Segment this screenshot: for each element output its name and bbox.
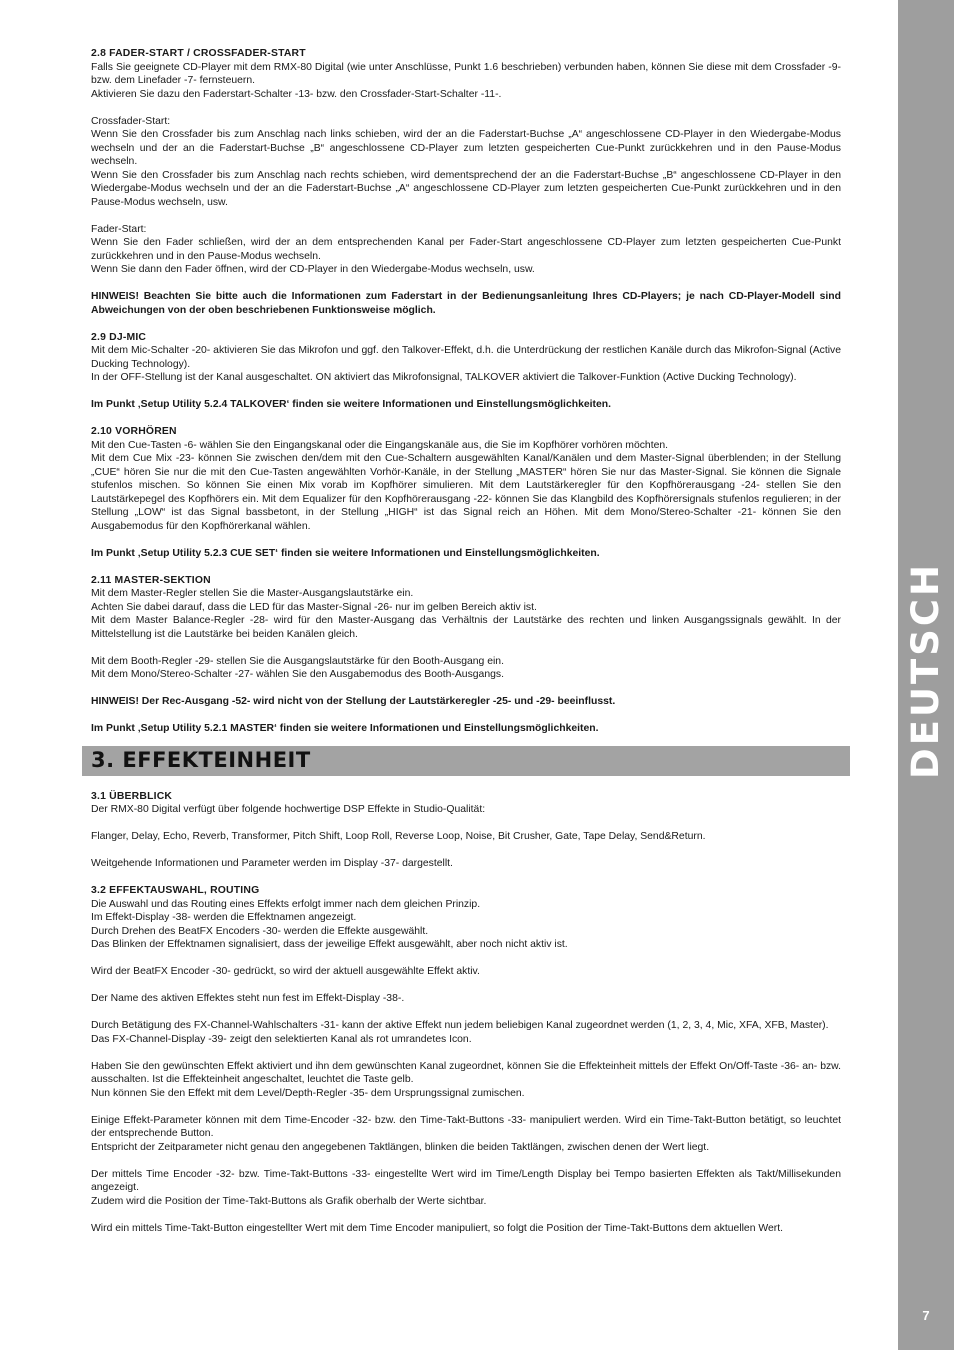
paragraph: Wenn Sie den Fader schließen, wird der an dem entsprechenden Kanal per Fader-Start angeschlossene CD-Player zum letzten gespeicherten Cue-Punkt zurückkehren und in den Pause-Modus wechseln. [91, 237, 841, 262]
paragraph: Das Blinken der Effektnamen signalisiert, dass der jeweilige Effekt ausgewählt, aber noch nicht aktiv ist. [91, 939, 568, 950]
paragraph: Flanger, Delay, Echo, Reverb, Transformer, Pitch Shift, Loop Roll, Reverse Loop, Noise, Bit Crusher, Gate, Tape Delay, Send&Return. [91, 831, 706, 842]
paragraph: Haben Sie den gewünschten Effekt aktiviert und ihn dem gewünschten Kanal zugeordnet, können Sie die Effekteinheit mittels der Effekt On/Off-Taste -36- an- bzw. ausschalten. Ist die Effekteinheit angeschaltet, leuchtet die Taste gelb. [91, 1060, 841, 1085]
paragraph: Mit dem Booth-Regler -29- stellen Sie die Ausgangslautstärke für den Booth-Ausgang ein. [91, 655, 504, 667]
paragraph: Crossfader-Start: [91, 115, 171, 127]
note-paragraph: Im Punkt ‚Setup Utility 5.2.1 MASTER‘ finden sie weitere Informationen und Einstellungsmöglichkeiten. [91, 723, 599, 734]
chapter-title: 3. EFFEKTEINHEIT [91, 747, 311, 772]
paragraph: Der Name des aktiven Effektes steht nun fest im Effekt-Display -38-. [91, 993, 405, 1004]
section-heading: 2.11 MASTER-SEKTION [91, 574, 211, 586]
page-number: 7 [922, 1308, 930, 1323]
paragraph: Nun können Sie den Effekt mit dem Level/Depth-Regler -35- dem Ursprungssignal zumischen. [91, 1087, 525, 1099]
paragraph: Wenn Sie dann den Fader öffnen, wird der CD-Player in den Wiedergabe-Modus wechseln, usw. [91, 264, 535, 275]
note-paragraph: HINWEIS! Beachten Sie bitte auch die Informationen zum Faderstart in der Bedienungsanleitung Ihres CD-Players; je nach CD-Player-Modell sind Abweichungen von der oben beschriebenen Funktionsweise möglich. [91, 291, 841, 316]
language-sidebar [898, 0, 954, 1350]
paragraph: Wird ein mittels Time-Takt-Button eingestellter Wert mit dem Time Encoder manipuliert, so folgt die Position der Time-Takt-Buttons dem aktuellen Wert. [91, 1222, 784, 1234]
paragraph: Durch Drehen des BeatFX Encoders -30- werden die Effekte ausgewählt. [91, 925, 429, 937]
paragraph: Mit dem Mono/Stereo-Schalter -27- wählen Sie den Ausgabemodus des Booth-Ausgangs. [91, 669, 504, 680]
section-heading: 2.8 FADER-START / CROSSFADER-START [91, 48, 306, 59]
paragraph: Falls Sie geeignete CD-Player mit dem RMX-80 Digital (wie unter Anschlüsse, Punkt 1.6 beschrieben) verbunden haben, können Sie diese mit dem Crossfader -9- bzw. dem Linefader -7- fernsteuern. [91, 61, 841, 86]
section-2-text [91, 47, 841, 736]
paragraph: In der OFF-Stellung ist der Kanal ausgeschaltet. ON aktiviert das Mikrofonsignal, TALKOVER aktiviert die Talkover-Funktion (Active Ducking Technology). [91, 372, 797, 383]
paragraph: Einige Effekt-Parameter können mit dem Time-Encoder -32- bzw. den Time-Takt-Buttons -33- manipuliert werden. Wird ein Time-Takt-Button betätigt, so leuchtet der entsprechende Button. [91, 1114, 841, 1139]
paragraph: Weitgehende Informationen und Parameter werden im Display -37- dargestellt. [91, 858, 453, 869]
section-heading: 2.10 VORHÖREN [91, 426, 177, 437]
paragraph: Aktivieren Sie dazu den Faderstart-Schalter -13- bzw. den Crossfader-Start-Schalter -11-. [91, 88, 502, 100]
chapter-heading-bar [82, 746, 850, 776]
paragraph: Durch Betätigung des FX-Channel-Wahlschalters -31- kann der aktive Effekt nun jedem beliebigen Kanal zugeordnet werden (1, 2, 3, 4, Mic, XFA, XFB, Master). [91, 1020, 829, 1031]
section-heading: 2.9 DJ-MIC [91, 331, 147, 343]
paragraph: Mit dem Mic-Schalter -20- aktivieren Sie das Mikrofon und ggf. den Talkover-Effekt, d.h. die Unterdrückung der restlichen Kanäle durch das Mikrofon-Signal (Active Ducking Technology). [91, 345, 841, 370]
paragraph: Im Effekt-Display -38- werden die Effektnamen angezeigt. [91, 912, 357, 923]
section-heading: 3.2 EFFEKTAUSWAHL, ROUTING [91, 885, 260, 896]
language-label-wrapper [898, 540, 954, 800]
paragraph: Mit den Cue-Tasten -6- wählen Sie den Eingangskanal oder die Eingangskanäle aus, die Sie im Kopfhörer vorhören möchten. [91, 439, 669, 451]
paragraph: Das FX-Channel-Display -39- zeigt den selektierten Kanal als rot umrandetes Icon. [91, 1033, 472, 1045]
section-3-text [91, 790, 841, 1236]
note-paragraph: HINWEIS! Der Rec-Ausgang -52- wird nicht von der Stellung der Lautstärkeregler -25- und -29- beeinflusst. [91, 696, 616, 707]
paragraph: Fader-Start: [91, 223, 147, 235]
paragraph: Der mittels Time Encoder -32- bzw. Time-Takt-Buttons -33- eingestellte Wert wird im Time/Length Display bei Tempo basierten Effekten als Takt/Millisekunden angezeigt. [91, 1168, 841, 1193]
paragraph: Wenn Sie den Crossfader bis zum Anschlag nach rechts schieben, wird dementsprechend der an die Faderstart-Buchse „B“ angeschlossene CD-Player in den Wiedergabe-Modus wechseln und der an die Faderstart-Buchse „A“ angeschlossene CD-Player zum letzten gespeicherten Cue-Punkt zurückkehren und in den Pause-Modus wechseln, usw. [91, 169, 841, 208]
paragraph: Wenn Sie den Crossfader bis zum Anschlag nach links schieben, wird der an die Faderstart-Buchse „A“ angeschlossene CD-Player in den Wiedergabe-Modus wechseln und der an die Faderstart-Buchse „B“ angeschlossene CD-Player zum letzten gespeicherten Cue-Punkt zurückkehren und in den Pause-Modus wechseln. [91, 129, 841, 167]
paragraph: Mit dem Cue Mix -23- können Sie zwischen den/dem mit den Cue-Schaltern ausgewählten Kanal/Kanälen und dem Master-Signal überblenden; in der Stellung „CUE“ hören Sie nur die mit den Cue-Tasten angewählten Vorhör-Kanäle, in der Stellung „MASTER“ hören Sie nur das Master-Signal. Sie können die Signale stufenlos mischen. So können Sie einen Mix vorab im Kopfhörer simulieren. Mit dem Lautstärkeregler für den Kopfhörerausgang -24- stellen Sie den Lautstärkepegel des Kopfhörers ein. Mit dem Equalizer für den Kopfhörerausgang -22- können Sie das Klangbild des Kopfhörersignals stufenlos regulieren; in der Stellung „LOW“ ist das Signal bassbetont, in der Stellung „HIGH“ ist das Signal reich an Höhen. Mit dem Mono/Stereo-Schalter -21- können Sie den Ausgabemodus für den Kopfhörerkanal wählen. [91, 453, 841, 532]
paragraph: Zudem wird die Position der Time-Takt-Buttons als Grafik oberhalb der Werte sichtbar. [91, 1195, 487, 1207]
paragraph: Entspricht der Zeitparameter nicht genau den angegebenen Taktlängen, blinken die beiden Taktlängen, zwischen denen der Wert liegt. [91, 1141, 710, 1153]
language-label: DEUTSCH [904, 561, 948, 779]
paragraph: Der RMX-80 Digital verfügt über folgende hochwertige DSP Effekte in Studio-Qualität: [91, 804, 486, 815]
paragraph: Wird der BeatFX Encoder -30- gedrückt, so wird der aktuell ausgewählte Effekt aktiv. [91, 966, 480, 977]
note-paragraph: Im Punkt ‚Setup Utility 5.2.3 CUE SET‘ finden sie weitere Informationen und Einstellungsmöglichkeiten. [91, 547, 600, 559]
paragraph: Die Auswahl und das Routing eines Effekts erfolgt immer nach dem gleichen Prinzip. [91, 898, 481, 910]
paragraph: Achten Sie dabei darauf, dass die LED für das Master-Signal -26- nur im gelben Bereich aktiv ist. [91, 601, 537, 613]
paragraph: Mit dem Master Balance-Regler -28- wird für den Master-Ausgang das Verhältnis der Lautstärke des rechten und linken Ausgangssignals gewählt. In der Mittelstellung ist die Lautstärke bei beiden Kanälen gleich. [91, 615, 841, 640]
paragraph: Mit dem Master-Regler stellen Sie die Master-Ausgangslautstärke ein. [91, 588, 414, 599]
section-heading: 3.1 ÜBERBLICK [91, 790, 173, 802]
page-content [91, 47, 841, 1235]
note-paragraph: Im Punkt ‚Setup Utility 5.2.4 TALKOVER‘ finden sie weitere Informationen und Einstellungsmöglichkeiten. [91, 399, 611, 410]
